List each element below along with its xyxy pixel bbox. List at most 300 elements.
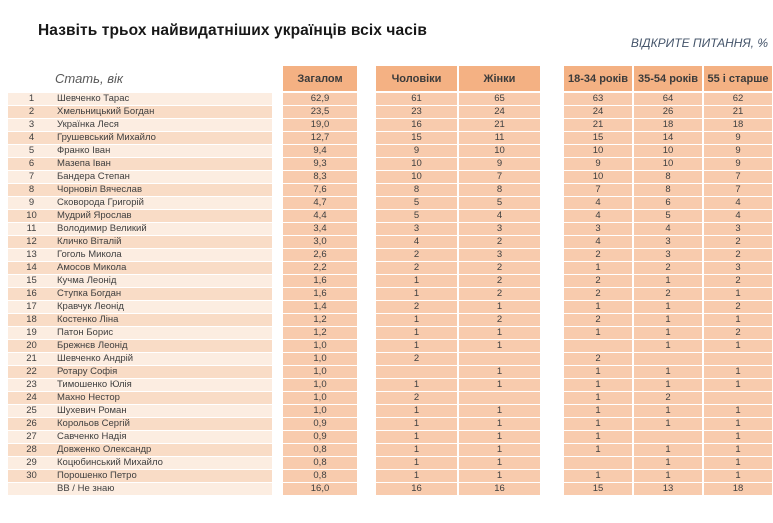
cell-total: 8,3: [283, 171, 357, 183]
cell-women: [459, 353, 540, 365]
row-name-band: [8, 132, 272, 144]
row-rank: 25: [26, 405, 37, 416]
table-row: [8, 379, 772, 391]
row-name: Костенко Ліна: [57, 314, 119, 325]
cell-age-35-54: 14: [634, 132, 702, 144]
row-rank: 13: [26, 249, 37, 260]
cell-men: 2: [376, 262, 457, 274]
cell-age-18-34: 2: [564, 249, 632, 261]
header-gap: [357, 66, 376, 91]
cell-age-35-54: [634, 431, 702, 443]
cell-men: 3: [376, 223, 457, 235]
cell-age-18-34: 9: [564, 158, 632, 170]
row-name: Сковорода Григорій: [57, 197, 144, 208]
cell-women: 65: [459, 93, 540, 105]
row-name: Українка Леся: [57, 119, 119, 130]
cell-total: 1,0: [283, 379, 357, 391]
cell-age-55plus: 2: [704, 249, 772, 261]
cell-gap: [357, 106, 376, 118]
cell-gap: [540, 262, 564, 274]
cell-gap: [357, 132, 376, 144]
table-header-row: [8, 66, 772, 91]
cell-gap: [272, 223, 283, 235]
row-name-band: [8, 353, 272, 365]
row-name-band: [8, 249, 272, 261]
row-name-band: [8, 262, 272, 274]
row-name-band: [8, 457, 272, 469]
cell-total: 3,4: [283, 223, 357, 235]
cell-gap: [540, 288, 564, 300]
table-row: [8, 392, 772, 404]
row-name: Володимир Великий: [57, 223, 147, 234]
row-name-band: [8, 314, 272, 326]
cell-women: 2: [459, 275, 540, 287]
cell-women: 1: [459, 457, 540, 469]
table-row: [8, 431, 772, 443]
cell-age-55plus: 4: [704, 197, 772, 209]
table-row: [8, 483, 772, 495]
cell-age-55plus: 18: [704, 483, 772, 495]
cell-age-55plus: 7: [704, 184, 772, 196]
cell-age-55plus: 1: [704, 366, 772, 378]
cell-age-18-34: 1: [564, 418, 632, 430]
cell-men: 23: [376, 106, 457, 118]
row-rank: 23: [26, 379, 37, 390]
cell-gap: [272, 327, 283, 339]
cell-age-18-34: 1: [564, 379, 632, 391]
cell-age-55plus: 9: [704, 145, 772, 157]
cell-gap: [272, 418, 283, 430]
row-name: Тимошенко Юлія: [57, 379, 132, 390]
row-name: Махно Нестор: [57, 392, 120, 403]
cell-age-35-54: 26: [634, 106, 702, 118]
cell-age-18-34: 2: [564, 288, 632, 300]
column-header-men: Чоловіки: [376, 66, 457, 91]
cell-gap: [272, 210, 283, 222]
cell-gap: [357, 483, 376, 495]
cell-gap: [272, 236, 283, 248]
cell-gap: [540, 145, 564, 157]
cell-gap: [540, 392, 564, 404]
cell-age-35-54: 2: [634, 288, 702, 300]
cell-age-18-34: 21: [564, 119, 632, 131]
cell-age-18-34: 1: [564, 327, 632, 339]
table-row: [8, 197, 772, 209]
cell-gap: [540, 236, 564, 248]
row-rank: 11: [26, 223, 37, 234]
cell-gap: [357, 327, 376, 339]
cell-gap: [272, 301, 283, 313]
row-rank: [8, 483, 55, 495]
column-header-age-18-34: 18-34 років: [564, 66, 632, 91]
table-row: [8, 288, 772, 300]
table-row: [8, 405, 772, 417]
cell-women: 1: [459, 418, 540, 430]
cell-gap: [272, 171, 283, 183]
cell-gap: [540, 249, 564, 261]
cell-age-35-54: 1: [634, 314, 702, 326]
cell-men: 1: [376, 457, 457, 469]
cell-gap: [540, 223, 564, 235]
row-name-band: [8, 197, 272, 209]
cell-men: 10: [376, 158, 457, 170]
cell-men: 16: [376, 483, 457, 495]
cell-total: 4,4: [283, 210, 357, 222]
cell-men: 4: [376, 236, 457, 248]
cell-total: 0,8: [283, 457, 357, 469]
cell-gap: [540, 106, 564, 118]
cell-gap: [540, 171, 564, 183]
cell-gap: [357, 379, 376, 391]
cell-total: 1,6: [283, 288, 357, 300]
cell-women: 1: [459, 366, 540, 378]
cell-age-35-54: 3: [634, 249, 702, 261]
table-row: [8, 236, 772, 248]
cell-women: 1: [459, 301, 540, 313]
cell-age-55plus: 2: [704, 236, 772, 248]
column-header-age-35-54: 35-54 років: [634, 66, 702, 91]
cell-age-18-34: 1: [564, 301, 632, 313]
row-rank: 14: [26, 262, 37, 273]
row-rank: 15: [26, 275, 37, 286]
cell-total: 3,0: [283, 236, 357, 248]
open-question-note: ВІДКРИТЕ ПИТАННЯ, %: [630, 36, 768, 50]
cell-gap: [540, 366, 564, 378]
cell-gap: [540, 119, 564, 131]
cell-age-55plus: 1: [704, 340, 772, 352]
cell-women: 9: [459, 158, 540, 170]
cell-age-55plus: 1: [704, 457, 772, 469]
cell-gap: [357, 184, 376, 196]
row-name-band: [8, 301, 272, 313]
cell-total: 62,9: [283, 93, 357, 105]
row-name: Довженко Олександр: [57, 444, 152, 455]
cell-gap: [540, 379, 564, 391]
cell-age-35-54: 1: [634, 301, 702, 313]
cell-women: [459, 392, 540, 404]
row-name-band: [8, 444, 272, 456]
cell-age-35-54: 1: [634, 470, 702, 482]
cell-gap: [540, 431, 564, 443]
row-name: Порошенко Петро: [57, 470, 137, 481]
cell-women: 7: [459, 171, 540, 183]
cell-gap: [357, 210, 376, 222]
cell-age-35-54: 1: [634, 327, 702, 339]
row-name: Шухевич Роман: [57, 405, 127, 416]
cell-age-18-34: 15: [564, 483, 632, 495]
cell-gap: [357, 93, 376, 105]
row-name: Кучма Леонід: [57, 275, 117, 286]
cell-total: 1,0: [283, 340, 357, 352]
cell-age-18-34: 1: [564, 405, 632, 417]
cell-men: 10: [376, 171, 457, 183]
row-name: Коцюбинський Михайло: [57, 457, 163, 468]
cell-total: 1,6: [283, 275, 357, 287]
cell-total: 16,0: [283, 483, 357, 495]
row-name: Хмельницький Богдан: [57, 106, 155, 117]
cell-age-35-54: 1: [634, 366, 702, 378]
cell-gap: [540, 418, 564, 430]
cell-total: 1,0: [283, 366, 357, 378]
cell-age-55plus: 7: [704, 171, 772, 183]
row-name: Грушевський Михайло: [57, 132, 156, 143]
cell-gap: [357, 431, 376, 443]
cell-total: 19,0: [283, 119, 357, 131]
cell-men: 9: [376, 145, 457, 157]
cell-women: 2: [459, 262, 540, 274]
row-rank: 6: [28, 158, 35, 169]
cell-men: 16: [376, 119, 457, 131]
cell-gap: [272, 470, 283, 482]
row-name-band: [8, 158, 272, 170]
row-rank: 30: [26, 470, 37, 481]
cell-women: 1: [459, 470, 540, 482]
cell-age-18-34: [564, 457, 632, 469]
cell-gap: [272, 314, 283, 326]
row-rank: 12: [26, 236, 37, 247]
cell-gap: [272, 132, 283, 144]
row-name: Кличко Віталій: [57, 236, 122, 247]
row-name-band: [8, 379, 272, 391]
table-row: [8, 158, 772, 170]
cell-gap: [272, 405, 283, 417]
cell-age-55plus: 9: [704, 158, 772, 170]
cell-total: 4,7: [283, 197, 357, 209]
cell-age-35-54: 1: [634, 444, 702, 456]
cell-gap: [272, 93, 283, 105]
row-name: Кравчук Леонід: [57, 301, 124, 312]
cell-gap: [272, 379, 283, 391]
row-name: Патон Борис: [57, 327, 114, 338]
table-row: [8, 418, 772, 430]
cell-gap: [357, 314, 376, 326]
cell-men: 1: [376, 444, 457, 456]
cell-age-18-34: 1: [564, 444, 632, 456]
cell-women: 2: [459, 288, 540, 300]
row-name: Амосов Микола: [57, 262, 127, 273]
row-name: Ротару Софія: [57, 366, 118, 377]
cell-age-35-54: 8: [634, 171, 702, 183]
table-row: [8, 210, 772, 222]
table-row: [8, 327, 772, 339]
cell-age-55plus: 1: [704, 379, 772, 391]
cell-age-35-54: 1: [634, 275, 702, 287]
row-rank: 17: [26, 301, 37, 312]
row-name-band: [8, 483, 272, 495]
row-name-band: [8, 210, 272, 222]
cell-gap: [540, 275, 564, 287]
row-name-band: [8, 93, 272, 105]
cell-age-18-34: 10: [564, 171, 632, 183]
cell-age-35-54: 2: [634, 262, 702, 274]
table-row: [8, 132, 772, 144]
cell-gap: [272, 249, 283, 261]
cell-age-18-34: 1: [564, 470, 632, 482]
cell-women: 1: [459, 340, 540, 352]
row-name: Мазепа Іван: [57, 158, 111, 169]
cell-total: 0,8: [283, 470, 357, 482]
results-table: [8, 66, 772, 495]
cell-age-55plus: [704, 353, 772, 365]
cell-age-18-34: 63: [564, 93, 632, 105]
table-row: [8, 223, 772, 235]
cell-age-18-34: 1: [564, 431, 632, 443]
cell-gap: [272, 145, 283, 157]
cell-age-55plus: 2: [704, 327, 772, 339]
cell-gap: [540, 93, 564, 105]
row-rank: 20: [26, 340, 37, 351]
cell-gap: [272, 158, 283, 170]
row-name: Гоголь Микола: [57, 249, 122, 260]
cell-gap: [272, 431, 283, 443]
cell-age-55plus: 3: [704, 262, 772, 274]
cell-women: 2: [459, 314, 540, 326]
row-rank: 2: [28, 106, 35, 117]
table-row: [8, 249, 772, 261]
cell-age-35-54: 1: [634, 379, 702, 391]
row-name-band: [8, 236, 272, 248]
cell-men: 1: [376, 327, 457, 339]
cell-men: 1: [376, 470, 457, 482]
cell-women: 1: [459, 327, 540, 339]
cell-age-35-54: 1: [634, 340, 702, 352]
cell-total: 1,2: [283, 314, 357, 326]
cell-age-55plus: 4: [704, 210, 772, 222]
cell-age-55plus: [704, 392, 772, 404]
cell-women: 3: [459, 223, 540, 235]
cell-gap: [272, 366, 283, 378]
cell-total: 1,0: [283, 405, 357, 417]
cell-men: 1: [376, 379, 457, 391]
cell-gap: [540, 158, 564, 170]
cell-age-55plus: 9: [704, 132, 772, 144]
column-header-women: Жінки: [459, 66, 540, 91]
cell-age-55plus: 1: [704, 314, 772, 326]
cell-age-55plus: 1: [704, 405, 772, 417]
cell-age-35-54: 1: [634, 457, 702, 469]
cell-men: 1: [376, 340, 457, 352]
cell-gap: [357, 353, 376, 365]
cell-gap: [357, 119, 376, 131]
cell-gap: [272, 392, 283, 404]
cell-gap: [540, 457, 564, 469]
cell-gap: [272, 262, 283, 274]
row-name: Чорновіл Вячеслав: [57, 184, 142, 195]
row-name-band: [8, 327, 272, 339]
cell-gap: [357, 249, 376, 261]
cell-gap: [272, 444, 283, 456]
cell-gap: [272, 353, 283, 365]
row-name-band: [8, 106, 272, 118]
table-row: [8, 262, 772, 274]
row-name-band: [8, 392, 272, 404]
cell-age-35-54: 10: [634, 145, 702, 157]
cell-gap: [357, 236, 376, 248]
row-rank: 29: [26, 457, 37, 468]
cell-men: 2: [376, 353, 457, 365]
cell-total: 2,6: [283, 249, 357, 261]
cell-women: 24: [459, 106, 540, 118]
cell-men: 1: [376, 418, 457, 430]
cell-gap: [272, 275, 283, 287]
cell-total: 0,9: [283, 431, 357, 443]
row-name-band: [8, 418, 272, 430]
table-row: [8, 171, 772, 183]
cell-gap: [272, 288, 283, 300]
row-rank: 4: [28, 132, 35, 143]
cell-age-35-54: [634, 353, 702, 365]
row-rank: 5: [28, 145, 35, 156]
cell-gap: [540, 444, 564, 456]
row-rank: 9: [28, 197, 35, 208]
cell-age-18-34: 7: [564, 184, 632, 196]
row-name: Корольов Сергій: [57, 418, 130, 429]
cell-women: 1: [459, 405, 540, 417]
column-header-total: Загалом: [283, 66, 357, 91]
cell-gap: [540, 184, 564, 196]
cell-age-18-34: 15: [564, 132, 632, 144]
cell-total: 1,4: [283, 301, 357, 313]
row-name-band: [8, 171, 272, 183]
cell-gap: [540, 132, 564, 144]
table-row: [8, 184, 772, 196]
cell-women: 5: [459, 197, 540, 209]
row-rank: 3: [28, 119, 35, 130]
cell-age-35-54: 5: [634, 210, 702, 222]
cell-age-55plus: 1: [704, 431, 772, 443]
cell-age-18-34: 4: [564, 210, 632, 222]
cell-age-18-34: 1: [564, 366, 632, 378]
cell-gap: [357, 145, 376, 157]
table-row: [8, 145, 772, 157]
cell-gap: [357, 301, 376, 313]
cell-total: 0,9: [283, 418, 357, 430]
cell-age-55plus: 1: [704, 444, 772, 456]
cell-gap: [540, 327, 564, 339]
cell-age-55plus: 1: [704, 288, 772, 300]
row-name-band: [8, 431, 272, 443]
table-row: [8, 470, 772, 482]
cell-age-35-54: 13: [634, 483, 702, 495]
row-name: Франко Іван: [57, 145, 111, 156]
cell-age-55plus: 2: [704, 301, 772, 313]
table-row: [8, 106, 772, 118]
cell-men: 8: [376, 184, 457, 196]
cell-age-55plus: 1: [704, 418, 772, 430]
cell-gap: [357, 392, 376, 404]
cell-gap: [357, 418, 376, 430]
row-rank: 21: [26, 353, 37, 364]
row-name-band: [8, 145, 272, 157]
row-name: Шевченко Тарас: [57, 93, 130, 104]
row-name-band: [8, 275, 272, 287]
cell-age-35-54: 18: [634, 119, 702, 131]
row-name: Ступка Богдан: [57, 288, 122, 299]
cell-gap: [540, 314, 564, 326]
table-row: [8, 366, 772, 378]
row-rank: 22: [26, 366, 37, 377]
row-rank: 26: [26, 418, 37, 429]
cell-total: 0,8: [283, 444, 357, 456]
cell-gap: [272, 457, 283, 469]
table-row: [8, 93, 772, 105]
row-name: ВВ / Не знаю: [57, 483, 115, 494]
cell-men: 2: [376, 392, 457, 404]
cell-total: 2,2: [283, 262, 357, 274]
cell-total: 1,2: [283, 327, 357, 339]
cell-gap: [272, 119, 283, 131]
cell-gap: [357, 340, 376, 352]
